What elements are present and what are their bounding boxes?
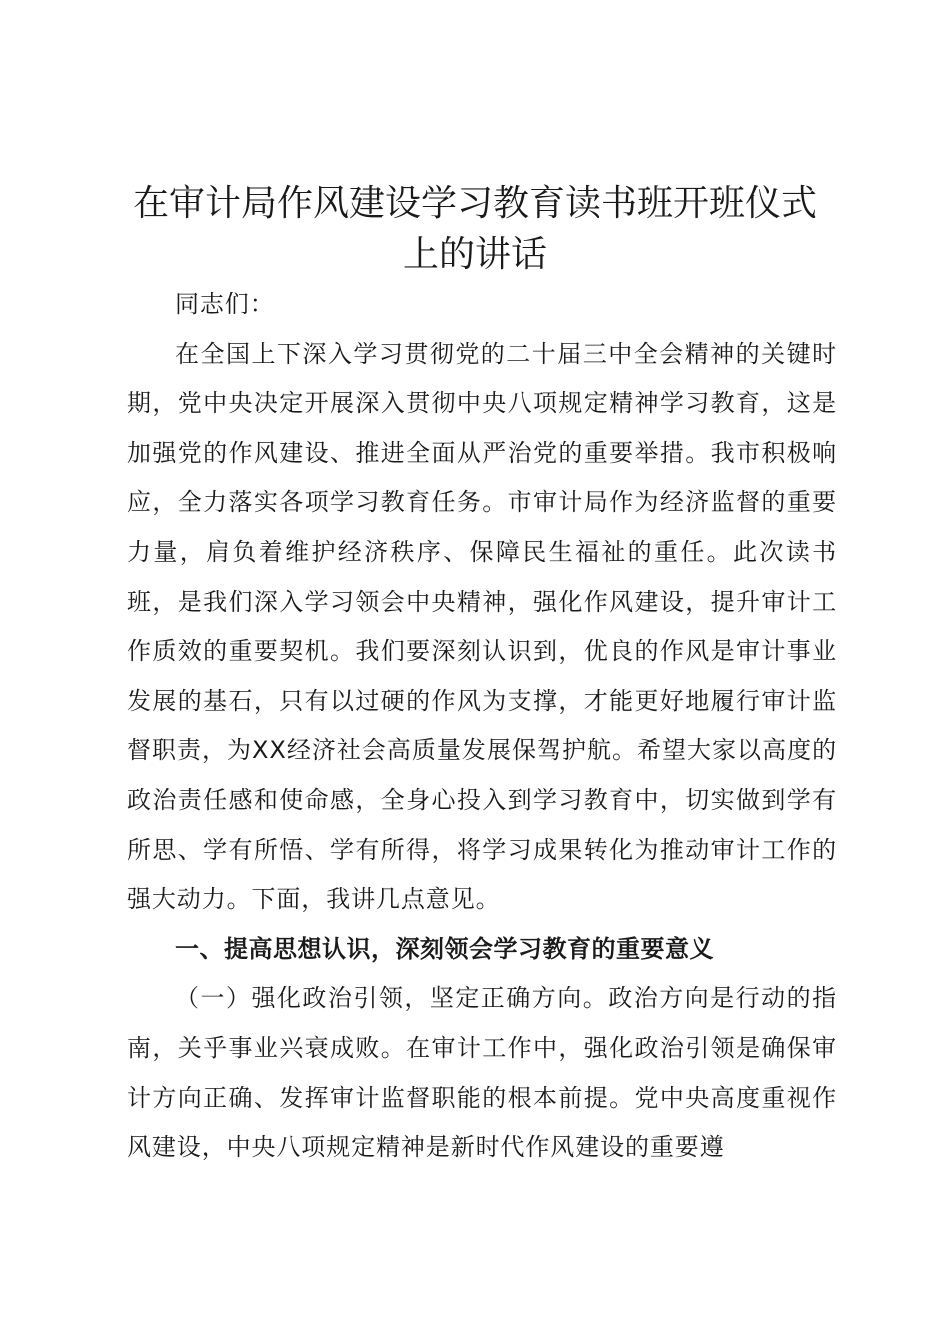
document-body: [127, 280, 837, 1173]
salutation: 同志们：: [175, 290, 275, 318]
subsection-paragraph: （一）强化政治引领，坚定正确方向。政治方向是行动的指南，关乎事业兴衰成败。在审计工作中，强化政治引领是确保审计方向正确、发挥审计监督职能的根本前提。党中央高度重视作风建设，中央八项规定精神是新时代作风建设的重要遵: [127, 984, 837, 1162]
document-title: 在审计局作风建设学习教育读书班开班仪式上的讲话: [132, 183, 817, 275]
section-heading: 一、提高思想认识，深刻领会学习教育的重要意义: [175, 934, 714, 963]
intro-paragraph: 在全国上下深入学习贯彻党的二十届三中全会精神的关键时期，党中央决定开展深入贯彻中央八项规定精神学习教育，这是加强党的作风建设、推进全面从严治党的重要举措。我市积极响应，全力落实各项学习教育任务。市审计局作为经济监督的重要力量，肩负着维护经济秩序、保障民生福祉的重任。此次读书班，是我们深入学习领会中央精神，强化作风建设，提升审计工作质效的重要契机。我们要深刻认识到，优良的作风是审计事业发展的基石，只有以过硬的作风为支撑，才能更好地履行审计监督职责，为XX经济社会高质量发展保驾护航。希望大家以高度的政治责任感和使命感，全身心投入到学习教育中，切实做到学有所思、学有所悟、学有所得，将学习成果转化为推动审计工作的强大动力。下面，我讲几点意见。: [127, 339, 837, 914]
